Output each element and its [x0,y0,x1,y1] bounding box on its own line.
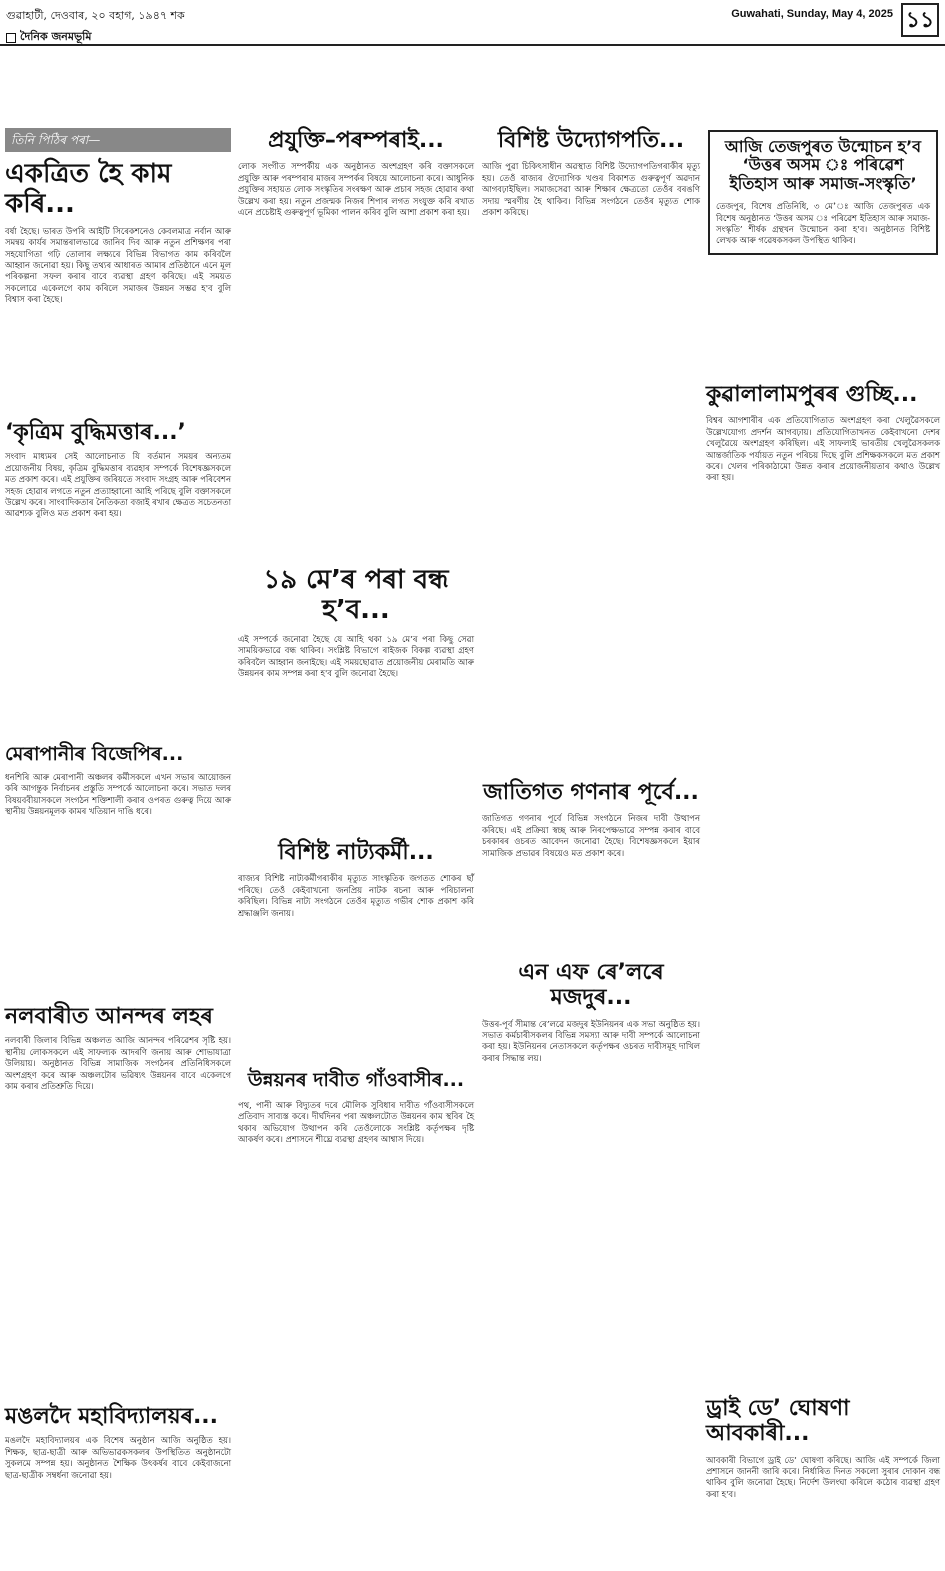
story-11-headline: জাতিগত গণনাৰ পূৰ্বে... [483,780,699,805]
story-1-headline: একত্ৰিত হৈ কাম কৰি... [5,159,172,219]
story-8 [238,840,474,919]
story-14-body: বিশ্বৰ আগশাৰীৰ এক প্ৰতিযোগিতাত অংশগ্ৰহণ কৰা খেলুৱৈসকলে উল্লেখযোগ্য প্ৰদৰ্শন আগবঢ়ায়। প্ৰতিযোগিতাখনত কেইবাখনো দেশৰ খেলুৱৈয়ে অংশগ্ৰহণ কৰিছিল। এই সাফল্যই ভাৰতীয় খেলুৱৈসকলক আন্তৰ্জাতিক পৰ্যায়ত নতুন পৰিচয় দিছে বুলি প্ৰশিক্ষকসকলে মত প্ৰকাশ কৰে। খেলৰ পৰিকাঠামো উন্নত কৰাৰ প্ৰয়োজনীয়তাৰ কথাও উল্লেখ কৰা হয়। [706,415,940,483]
story-9-body: পথ, পানী আৰু বিদ্যুতৰ দৰে মৌলিক সুবিধাৰ দাবীত গাঁওবাসীসকলে প্ৰতিবাদ সাব্যস্ত কৰে। দীৰ্ঘদিনৰ পৰা অঞ্চলটোত উন্নয়নৰ কাম স্থবিৰ হৈ থকাৰ অভিযোগ উত্থাপন কৰি তেওঁলোকে সংশ্লিষ্ট কৰ্তৃপক্ষৰ দৃষ্টি আকৰ্ষণ কৰে। প্ৰশাসনে শীঘ্ৰে ব্যৱস্থা গ্ৰহণৰ আশ্বাস দিয়ে। [238,1099,474,1145]
story-3-body: ধনশিৰি আৰু মেৰাপানী অঞ্চলৰ কৰ্মীসকলে এখন সভাৰ আয়োজন কৰি আগন্তুক নিৰ্বাচনৰ প্ৰস্তুতি সম্পৰ্কে আলোচনা কৰে। সভাত দলৰ বিষয়ববীয়াসকলে সংগঠন শক্তিশালী কৰাৰ ওপৰত গুৰুত্ব দিয়ে আৰু স্থানীয় উন্নয়নমূলক কামৰ খতিয়ান দাঙি ধৰে। [5,771,231,817]
page-number: ১১ [901,3,939,37]
story-14-headline: কুৱালালামপুৰৰ গুচ্ছি... [706,382,918,407]
story-10 [482,128,700,218]
story-14 [706,382,940,484]
story-11 [482,780,700,859]
story-13-headline: আজি তেজপুৰত উন্মোচন হ’ব ‘উত্তৰ অসম ঃ পৰিৱেশ ইতিহাস আৰু সমাজ-সংস্কৃতি’ [724,137,922,193]
story-4 [5,1004,231,1092]
story-1 [5,160,231,306]
section-name: দৈনিক জনমভূমি [20,30,92,43]
story-2 [5,420,231,520]
page-header [0,0,945,46]
story-6 [238,128,474,218]
story-7-body: এই সম্পৰ্কে জনোৱা হৈছে যে আহি থকা ১৯ মে’ৰ পৰা কিছু সেৱা সাময়িকভাৱে বন্ধ থাকিব। সংশ্লিষ্ট বিভাগে ৰাইজক বিকল্প ব্যৱস্থা গ্ৰহণ কৰিবলৈ আহ্বান জনাইছে। এই সময়ছোৱাত প্ৰয়োজনীয় মেৰামতি আৰু উন্নয়নৰ কাম সম্পন্ন কৰা হ'ব বুলি জনোৱা হৈছে। [238,633,474,679]
header-date-assamese: গুৱাহাটী, দেওবাৰ, ২০ বহাগ, ১৯৪৭ শক [6,9,185,22]
story-15 [706,1396,940,1500]
story-12-headline: এন এফ ৰে’লৰে মজদুৰ... [518,960,664,1011]
story-7 [238,566,474,679]
story-4-body: নলবাৰী জিলাৰ বিভিন্ন অঞ্চলত আজি আনন্দৰ পৰিৱেশৰ সৃষ্টি হয়। স্থানীয় লোকসকলে এই সাফল্যক আদৰণি জনায় আৰু শোভাযাত্ৰা উলিয়ায়। অনুষ্ঠানত বিভিন্ন সামাজিক সংগঠনৰ প্ৰতিনিধিসকলে অংশগ্ৰহণ কৰে আৰু অঞ্চলটোৰ ভৱিষ্যৎ উন্নয়নৰ বাবে একেলগে কাম কৰাৰ প্ৰতিশ্ৰুতি দিয়ে। [5,1035,231,1091]
story-3-headline: মেৰাপানীৰ বিজেপিৰ... [5,743,184,765]
story-5 [5,1404,231,1481]
story-2-body: সংবাদ মাধ্যমৰ সেই আলোচনাত যি বৰ্তমান সময়ৰ অন্যতম প্ৰয়োজনীয় বিষয়, কৃত্ৰিম বুদ্ধিমত্তাৰ ব্যৱহাৰ সম্পৰ্কে বিশেষজ্ঞসকলে মত প্ৰকাশ কৰে। এই প্ৰযুক্তিৰ জৰিয়তে সংবাদ সংগ্ৰহ আৰু পৰিবেশন সহজ হোৱাৰ লগতে নতুন প্ৰত্যাহ্বানো আহি পৰিছে বুলি বক্তাসকলে উল্লেখ কৰে। সাংবাদিকতাৰ নৈতিকতা বজাই ৰখাৰ ক্ষেত্ৰত সচেতনতা আৱশ্যক বুলিও মত প্ৰকাশ কৰা হয়। [5,451,231,519]
story-2-headline: ‘কৃত্ৰিম বুদ্ধিমত্তাৰ...’ [5,420,186,445]
story-13 [708,130,938,255]
story-10-body: আজি পুৱা চিকিৎসাধীন অৱস্থাত বিশিষ্ট উদ্যোগপতিগৰাকীৰ মৃত্যু হয়। তেওঁ ৰাজ্যৰ ঔদ্যোগিক খণ্ডৰ বিকাশত গুৰুত্বপূৰ্ণ অৱদান আগবঢ়াইছিল। সমাজসেৱা আৰু শিক্ষাৰ ক্ষেত্ৰতো তেওঁৰ বৰঙণি সদায় স্মৰণীয় হৈ থাকিব। বিভিন্ন সংগঠনে তেওঁৰ মৃত্যুত শোক প্ৰকাশ কৰিছে। [482,161,700,217]
continued-tag: তিনি পিঠিৰ পৰা— [5,128,231,152]
story-13-body: তেজপুৰ, বিশেষ প্ৰতিনিধি, ৩ মে’ঃ আজি তেজপুৰত এক বিশেষ অনুষ্ঠানত ‘উত্তৰ অসম ঃ পৰিৱেশ ইতিহাস আৰু সমাজ-সংস্কৃতি’ শীৰ্ষক গ্ৰন্থখন উন্মোচন কৰা হ'ব। অনুষ্ঠানত বিশিষ্ট লেখক আৰু গৱেষকসকল উপস্থিত থাকিব। [716,201,930,246]
story-5-headline: মঙলদৈ মহাবিদ্যালয়ৰ... [5,1404,219,1429]
story-6-body: লোক সংগীত সম্পৰ্কীয় এক অনুষ্ঠানত অংশগ্ৰহণ কৰি বক্তাসকলে প্ৰযুক্তি আৰু পৰম্পৰাৰ মাজৰ সম্পৰ্কৰ বিষয়ে আলোচনা কৰে। আধুনিক প্ৰযুক্তিৰ সহায়ত লোক সংস্কৃতিৰ সংৰক্ষণ আৰু প্ৰচাৰ সহজ হোৱাৰ কথা উল্লেখ কৰা হয়। নতুন প্ৰজন্মক নিজৰ শিপাৰ লগত সংযুক্ত কৰি ৰখাত এনে প্ৰচেষ্টাই গুৰুত্বপূৰ্ণ ভূমিকা পালন কৰিব বুলি আশা প্ৰকাশ কৰা হয়। [238,161,474,217]
story-7-headline: ১৯ মে’ৰ পৰা বন্ধ হ’ব... [263,565,449,625]
story-5-body: মঙলদৈ মহাবিদ্যালয়ৰ এক বিশেষ অনুষ্ঠান আজি অনুষ্ঠিত হয়। শিক্ষক, ছাত্ৰ-ছাত্ৰী আৰু অভিভাৱকসকলৰ উপস্থিতিত অনুষ্ঠানটো সুকলমে সম্পন্ন হয়। অনুষ্ঠানত শৈক্ষিক উৎকৰ্ষৰ বাবে কেইবাজনো ছাত্ৰ-ছাত্ৰীক সম্বৰ্ধনা জনোৱা হয়। [5,1435,231,1480]
story-12-body: উত্তৰ-পূৰ্ব সীমান্ত ৰে’লৱে মজদুৰ ইউনিয়নৰ এক সভা অনুষ্ঠিত হয়। সভাত কৰ্মচাৰীসকলৰ বিভিন্ন সমস্যা আৰু দাবী সম্পৰ্কে আলোচনা কৰা হয়। ইউনিয়নৰ নেতাসকলে কৰ্তৃপক্ষৰ ওচৰত দাবীসমূহ দাখিল কৰাৰ সিদ্ধান্ত লয়। [482,1018,700,1063]
section-label [6,28,91,47]
story-15-body: আবকাৰী বিভাগে ড্ৰাই ডে’ ঘোষণা কৰিছে। আজি এই সম্পৰ্কে জিলা প্ৰশাসনে জাননী জাৰি কৰে। নিৰ্ধাৰিত দিনত সকলো সুৰাৰ দোকান বন্ধ থাকিব বুলি জনোৱা হৈছে। নিৰ্দেশ উলংঘা কৰিলে কঠোৰ ব্যৱস্থা গ্ৰহণ কৰা হ'ব। [706,1454,940,1499]
story-15-headline: ড্ৰাই ডে’ ঘোষণা আবকাৰী... [706,1396,850,1447]
story-3 [5,744,231,818]
section-square-icon [6,33,16,43]
story-4-headline: নলবাৰীত আনন্দৰ লহৰ [5,1004,213,1029]
story-9-headline: উন্নয়নৰ দাবীত গাঁওবাসীৰ... [247,1069,465,1091]
header-date-english: Guwahati, Sunday, May 4, 2025 [731,8,893,20]
story-1-body: বৰ্ষা হৈছে। ভাৰত উপৰি আইটি সিৰেকশনেও কেবলমাত্ৰ নৰ্বান আৰু সমন্বয় কাৰ্যৰ সমান্তৰালভাৱে জানিব দিব আৰু নতুন প্ৰশিক্ষণৰ পৰা সহযোগিতা গঢ়ি তোলাৰ লক্ষ্যৰে বিভিন্ন বিভাগত কাম কৰিবলৈ আহ্বান জনোৱা হয়। কিছু তথ্যৰ আধাৰত আমাৰ প্ৰতিষ্ঠানে এনে মূল পৰিকল্পনা সফল কৰাৰ বাবে ব্যৱস্থা গ্ৰহণ কৰিছে। এই সময়ত সকলোৱে একেলগে কাম কৰিলে সমাজৰ উন্নয়ন সম্ভৱ হ'ব বুলি বিশ্বাস কৰা হৈছে। [5,225,231,305]
story-8-body: ৰাজ্যৰ বিশিষ্ট নাট্যকৰ্মীগৰাকীৰ মৃত্যুত সাংস্কৃতিক জগতত শোকৰ ছাঁ পৰিছে। তেওঁ কেইবাখনো জনপ্ৰিয় নাটক ৰচনা আৰু পৰিচালনা কৰিছিল। বিভিন্ন নাট্য সংগঠনে তেওঁৰ মৃত্যুত গভীৰ শোক প্ৰকাশ কৰি শ্ৰদ্ধাঞ্জলি জনায়। [238,873,474,918]
story-11-body: জাতিগত গণনাৰ পূৰ্বে বিভিন্ন সংগঠনে নিজৰ দাবী উত্থাপন কৰিছে। এই প্ৰক্ৰিয়া স্বচ্ছ আৰু নিৰপেক্ষভাৱে সম্পন্ন কৰাৰ বাবে চৰকাৰৰ ওচৰত আবেদন জনোৱা হৈছে। বিশেষজ্ঞসকলে ইয়াৰ সামাজিক প্ৰভাৱৰ বিষয়েও মত প্ৰকাশ কৰে। [482,813,700,858]
story-9 [238,1070,474,1146]
story-8-headline: বিশিষ্ট নাট্যকৰ্মী... [278,840,434,865]
story-10-headline: বিশিষ্ট উদ্যোগপতি... [497,128,685,153]
story-6-headline: প্ৰযুক্তি–পৰম্পৰাই... [268,128,444,153]
story-12 [482,960,700,1064]
